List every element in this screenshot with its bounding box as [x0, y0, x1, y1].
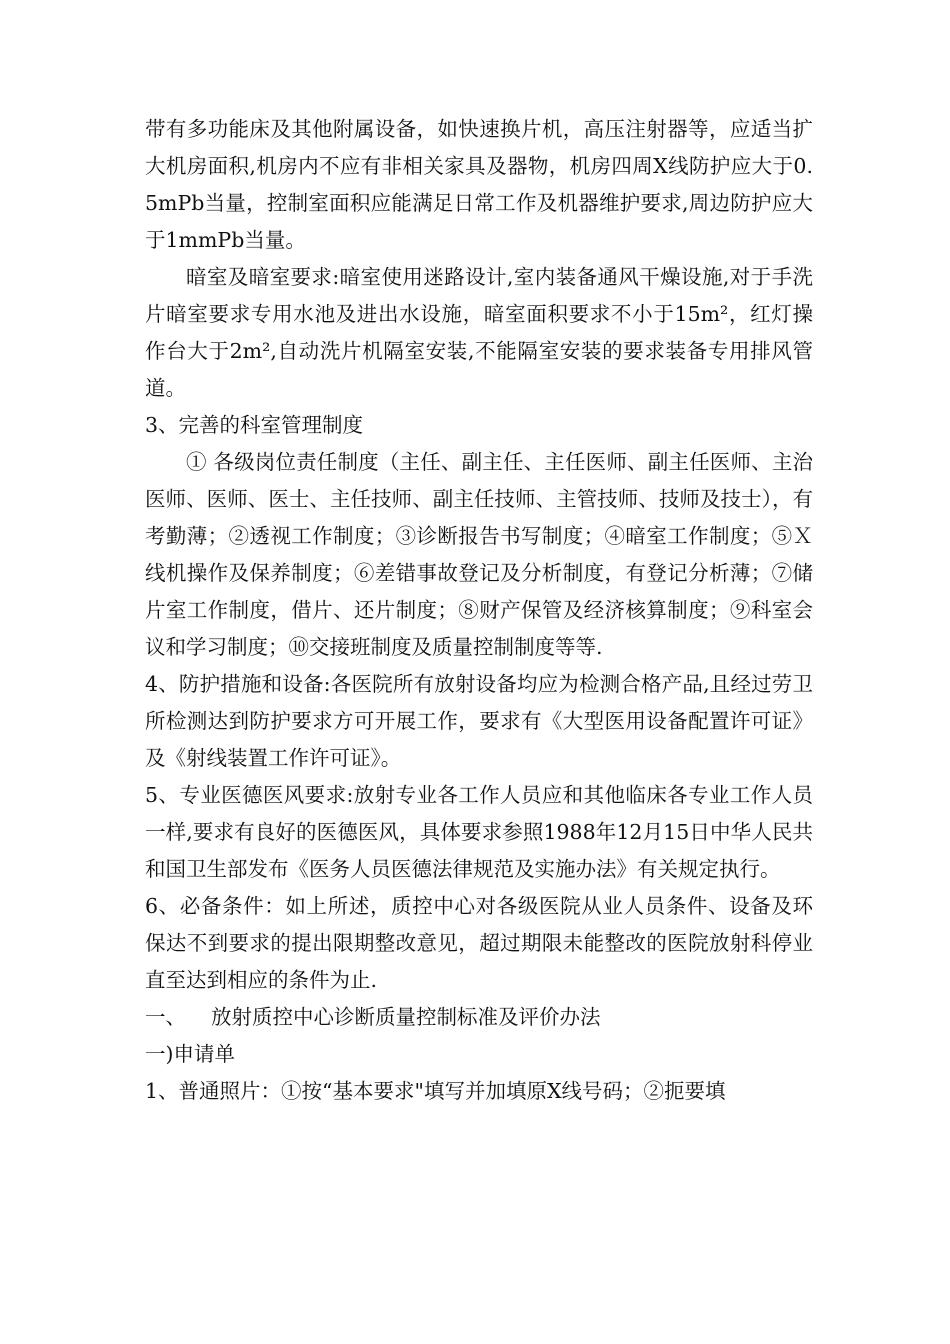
paragraph-medical-ethics: 5、专业医德医风要求:放射专业各工作人员应和其他临床各专业工作人员一样,要求有良好的医德医风，具体要求参照1988年12月15日中华人民共和国卫生部发布《医务人员医德法律规范及实施办法》有关规定执行。: [145, 783, 813, 881]
paragraph-management-system-list: ① 各级岗位责任制度（主任、副主任、主任医师、副主任医师、主治医师、医师、医士、主任技师、副主任技师、主管技师、技师及技士），有考勤薄；②透视工作制度；③诊断报告书写制度；④暗室工作制度；⑤Ｘ线机操作及保养制度；⑥差错事故登记及分析制度，有登记分析薄；⑦储片室工作制度，借片、还片制度；⑧财产保管及经济核算制度；⑨科室会议和学习制度；⑩交接班制度及质量控制制度等等.: [145, 450, 813, 659]
paragraph-equipment-room: 带有多功能床及其他附属设备，如快速换片机，高压注射器等，应适当扩大机房面积,机房内不应有非相关家具及器物，机房四周X线防护应大于0.5mPb当量，控制室面积应能满足日常工作及机器维护要求,周边防护应大于1mmPb当量。: [145, 117, 813, 252]
paragraph-management-system-title: 3、完善的科室管理制度: [145, 413, 364, 437]
document-body: [145, 111, 813, 1110]
paragraph-ordinary-radiograph: 1、普通照片：①按“基本要求"填写并加填原X线号码；②扼要填: [145, 1079, 726, 1103]
section-heading-text: 放射质控中心诊断质量控制标准及评价办法: [211, 1005, 601, 1029]
section-heading-number: 一、: [145, 1005, 186, 1029]
paragraph-required-conditions: 6、必备条件：如上所述，质控中心对各级医院从业人员条件、设备及环保达不到要求的提出限期整改意见，超过期限未能整改的医院放射科停业直至达到相应的条件为止.: [145, 894, 813, 992]
subsection-heading-request-form: 一)申请单: [145, 1042, 235, 1066]
section-heading: [145, 999, 813, 1036]
paragraph-protection-measures: 4、防护措施和设备:各医院所有放射设备均应为检测合格产品,且经过劳卫所检测达到防护要求方可开展工作，要求有《大型医用设备配置许可证》及《射线装置工作许可证》。: [145, 672, 813, 770]
paragraph-darkroom-requirements: 暗室及暗室要求:暗室使用迷路设计,室内装备通风干燥设施,对于手洗片暗室要求专用水池及进出水设施，暗室面积要求不小于15m²，红灯操作台大于2m²,自动洗片机隔室安装,不能隔室安装的要求装备专用排风管道。: [145, 265, 813, 400]
